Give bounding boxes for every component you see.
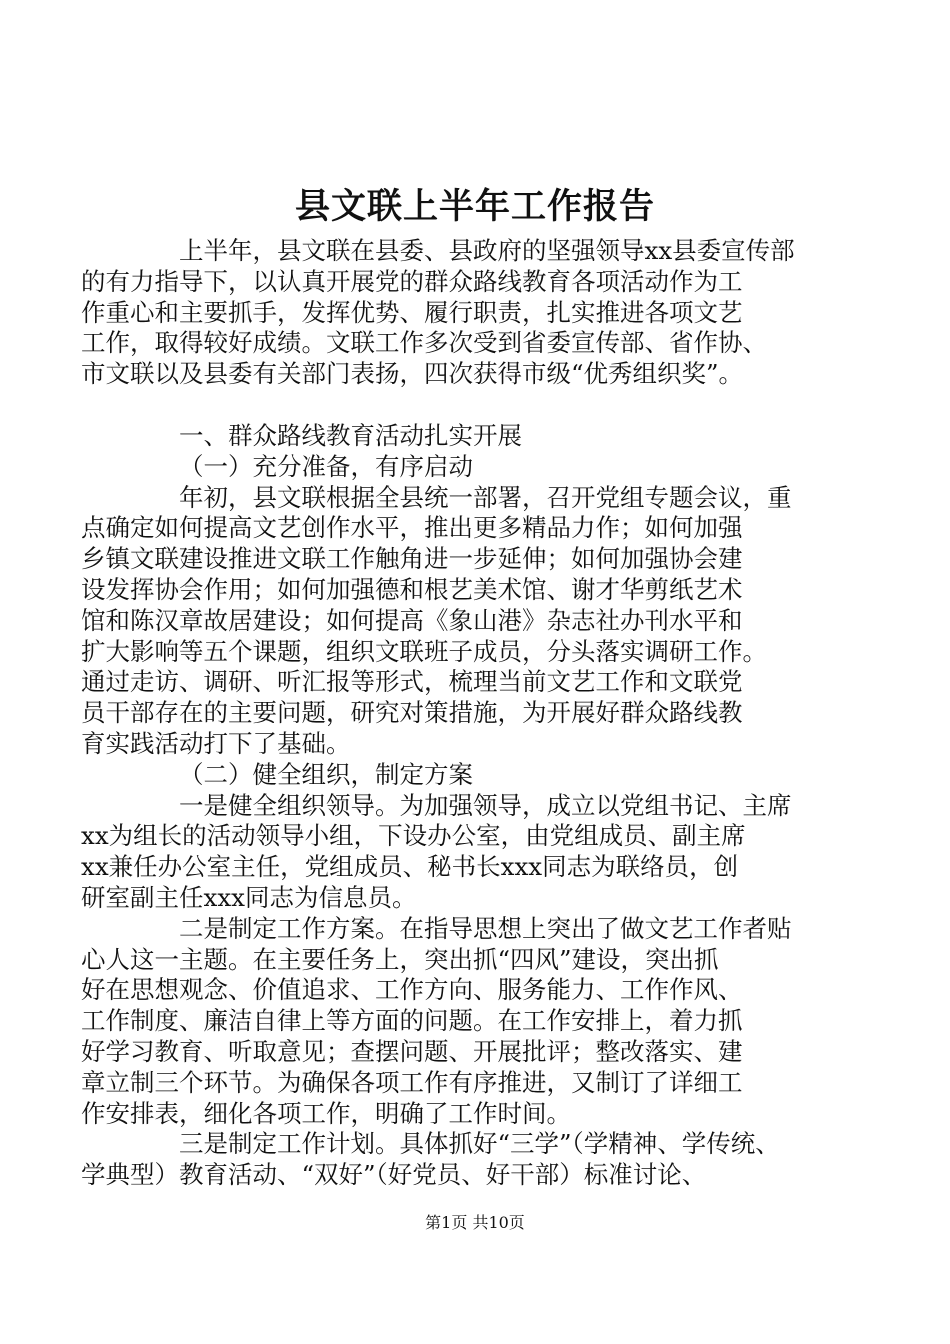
subsection-heading: （一）充分准备，有序启动 (179, 451, 473, 481)
text-line: xx兼任办公室主任，党组成员、秘书长xxx同志为联络员，创 (81, 852, 739, 882)
text-line: 市文联以及县委有关部门表扬，四次获得市级“优秀组织奖”。 (81, 359, 744, 389)
text-line: 作重心和主要抓手，发挥优势、履行职责，扎实推进各项文艺 (81, 297, 743, 327)
text-line: 心人这一主题。在主要任务上，突出抓“四风”建设，突出抓 (81, 944, 719, 974)
body-paragraph (81, 482, 822, 760)
document-title: 县文联上半年工作报告 (294, 186, 655, 227)
document-body (81, 236, 822, 1191)
subsection-heading: （二）健全组织，制定方案 (179, 759, 473, 789)
text-line: 通过走访、调研、听汇报等形式，梳理当前文艺工作和文联党 (81, 667, 743, 697)
text-line: 扩大影响等五个课题，组织文联班子成员，分头落实调研工作。 (81, 636, 767, 666)
text-line: 章立制三个环节。为确保各项工作有序推进，又制订了详细工 (81, 1067, 743, 1097)
text-line: 设发挥协会作用；如何加强德和根艺美术馆、谢才华剪纸艺术 (81, 574, 743, 604)
text-line: 工作，取得较好成绩。文联工作多次受到省委宣传部、省作协、 (81, 328, 767, 358)
text-line: 研室副主任xxx同志为信息员。 (81, 882, 417, 912)
section-heading: 一、群众路线教育活动扎实开展 (179, 420, 522, 450)
text-line: 上半年，县文联在县委、县政府的坚强领导xx县委宣传部 (179, 236, 795, 265)
paragraph-gap (130, 390, 822, 421)
text-line: 育实践活动打下了基础。 (81, 728, 351, 758)
text-line: 好学习教育、听取意见；查摆问题、开展批评；整改落实、建 (81, 1036, 743, 1066)
page-footer: 第1页 共10页 (425, 1213, 525, 1232)
text-line: xx为组长的活动领导小组，下设办公室，由党组成员、副主席 (81, 821, 746, 851)
body-paragraph (81, 913, 822, 1130)
text-line: 年初，县文联根据全县统一部署，召开党组专题会议，重 (179, 482, 792, 512)
text-line: 员干部存在的主要问题，研究对策措施，为开展好群众路线教 (81, 698, 743, 728)
text-line: 好在思想观念、价值追求、工作方向、服务能力、工作作风、 (81, 975, 743, 1005)
text-line: 学典型）教育活动、“双好”（好党员、好干部）标准讨论、 (81, 1160, 707, 1190)
text-line: 作安排表，细化各项工作，明确了工作时间。 (81, 1098, 571, 1128)
text-line: 二是制定工作方案。在指导思想上突出了做文艺工作者贴 (179, 913, 792, 943)
body-paragraph (81, 790, 822, 914)
text-line: 乡镇文联建设推进文联工作触角进一步延伸；如何加强协会建 (81, 544, 743, 574)
text-line: 工作制度、廉洁自律上等方面的问题。在工作安排上，着力抓 (81, 1006, 743, 1036)
text-line: 馆和陈汉章故居建设；如何提高《象山港》杂志社办刊水平和 (81, 605, 743, 635)
text-line: 点确定如何提高文艺创作水平，推出更多精品力作；如何加强 (81, 513, 743, 543)
body-paragraph (81, 1129, 822, 1191)
text-line: 的有力指导下，以认真开展党的群众路线教育各项活动作为工 (81, 266, 743, 296)
text-line: 三是制定工作计划。具体抓好“三学”（学精神、学传统、 (179, 1129, 780, 1159)
text-line: 一是健全组织领导。为加强领导，成立以党组书记、主席 (179, 790, 792, 820)
intro-paragraph (81, 236, 822, 390)
